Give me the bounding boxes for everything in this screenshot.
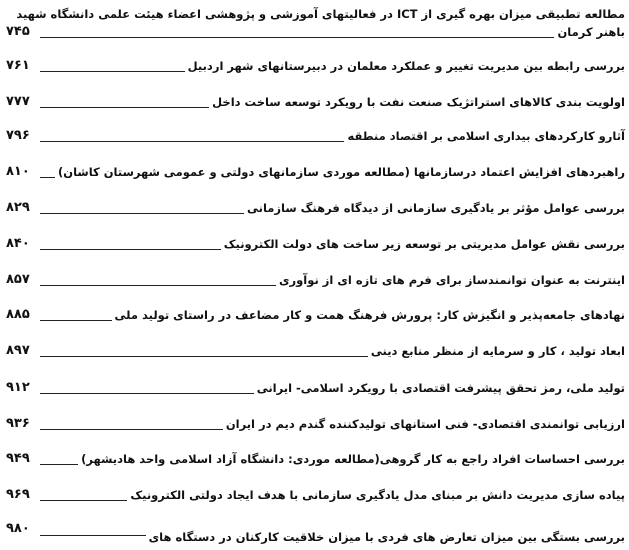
toc-entry-title: پیاده سازی مدیریت دانش بر مبنای مدل یادگیری سازمانی با هدف ایجاد دولتی الکترونیک (127, 485, 625, 505)
toc-entry-title: تولید ملی، رمز تحقق پیشرفت اقتصادی با رویکرد اسلامی- ایرانی (254, 378, 625, 398)
toc-entry-title: ارزیابی توانمندی اقتصادی- فنی استانهای تولیدکننده گندم دیم در ایران (223, 414, 625, 434)
toc-entry-page-number: ۷۴۵ (6, 24, 30, 39)
toc-entry-title: ابعاد تولید ، کار و سرمایه از منظر منابع دینی (368, 341, 625, 361)
toc-entry[interactable] (6, 270, 625, 290)
toc-entry-page-number: ۹۸۰ (6, 521, 30, 536)
toc-entry[interactable] (6, 414, 625, 434)
toc-entry-title: اینترنت به عنوان توانمندساز برای فرم های تازه ای از نوآوری (276, 270, 625, 290)
toc-entry-title: نهادهای جامعه‌پذیر و انگیزش کار: پرورش فرهنگ همت و کار مضاعف در راستای تولید ملی (112, 305, 625, 325)
toc-entry[interactable] (6, 449, 625, 469)
toc-entry-page-number: ۸۲۹ (6, 200, 30, 215)
toc-entry-title-line1: مطالعه تطبیقی میزان بهره گیری از ICT در فعالیتهای آموزشی و پژوهشی اعضاء هیئت علمی دانشگاه شهید (13, 4, 625, 24)
toc-entry-title: بررسی عوامل مؤثر بر یادگیری سازمانی از دیدگاه فرهنگ سازمانی (244, 198, 625, 218)
toc-entry-title: راهبردهای افزایش اعتماد درسازمانها (مطالعه موردی سازمانهای دولتی و عمومی شهرستان کاشان) (55, 162, 625, 182)
toc-entry-title: آثارو کارکردهای بیداری اسلامی بر اقتصاد منطقه (344, 126, 625, 146)
toc-entry-page-number: ۸۹۷ (6, 343, 30, 358)
toc-entry-page-number: ۹۴۹ (6, 451, 30, 466)
toc-entry-page-number: ۸۱۰ (6, 164, 30, 179)
toc-leader-line (40, 37, 625, 38)
toc-entry[interactable] (6, 305, 625, 325)
toc-entry-page-number: ۹۶۹ (6, 487, 30, 502)
toc-entry-page-number: ۸۵۷ (6, 272, 30, 287)
toc-entry-page-number: ۹۳۶ (6, 416, 30, 431)
toc-entry[interactable] (6, 234, 625, 254)
toc-entry-title: بررسی نقش عوامل مدیریتی بر توسعه زیر ساخت های دولت الکترونیک (221, 234, 625, 254)
toc-entry-title: اولویت بندی کالاهای استراتژیک صنعت نفت با رویکرد توسعه ساخت داخل (209, 92, 625, 112)
toc-entry-title: بررسی احساسات افراد راجع به کار گروهی(مطالعه موردی: دانشگاه آزاد اسلامی واحد هادیشهر) (78, 449, 625, 469)
toc-entry[interactable] (6, 126, 625, 146)
toc-entry-title-line2: باهنر کرمان (554, 22, 625, 42)
toc-entry[interactable] (6, 519, 625, 545)
toc-entry-title: بررسی رابطه بین مدیریت تغییر و عملکرد معلمان در دبیرستانهای شهر اردبیل (185, 56, 625, 76)
toc-entry-page-number: ۹۱۲ (6, 380, 30, 395)
toc-entry[interactable] (6, 56, 625, 76)
toc-entry[interactable] (6, 198, 625, 218)
toc-entry-page-number: ۷۹۶ (6, 128, 30, 143)
toc-entry[interactable] (6, 378, 625, 398)
toc-entry-page-number: ۸۴۰ (6, 236, 30, 251)
toc-entry[interactable] (6, 341, 625, 361)
toc-entry[interactable] (6, 162, 625, 182)
toc-entry[interactable] (6, 485, 625, 505)
toc-entry-page-number: ۸۸۵ (6, 307, 30, 322)
toc-entry[interactable] (6, 92, 625, 112)
toc-entry-title-line1: بررسی بستگی بین میزان تعارض های فردی با میزان خلاقیت کارکنان در دستگاه های (146, 527, 625, 547)
toc-entry-page-number: ۷۶۱ (6, 58, 30, 73)
toc-entry[interactable] (6, 4, 625, 42)
toc-entry-page-number: ۷۷۷ (6, 94, 30, 109)
